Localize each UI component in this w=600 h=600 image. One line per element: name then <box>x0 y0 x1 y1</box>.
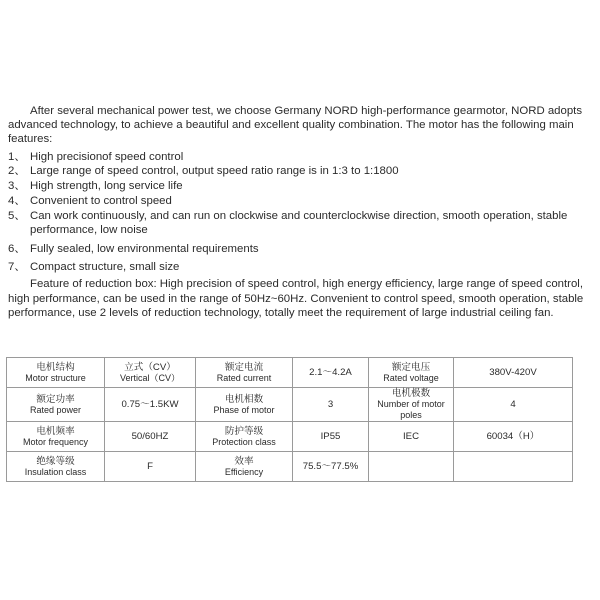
cell-label-cn: 效率 <box>234 455 254 467</box>
feature-text: Can work continuously, and can run on clockwise and counterclockwise direction, smooth operation, stable performance, low noise <box>30 209 568 237</box>
cell-label-cn: 额定电压 <box>391 361 431 373</box>
cell-label-en: Efficiency <box>224 466 264 477</box>
feature-item <box>8 242 594 256</box>
cell-label-cn: 电机极数 <box>391 388 431 399</box>
table-cell <box>369 358 454 388</box>
feature-number: 6、 <box>8 242 26 255</box>
cell-value: 50/60HZ <box>131 431 169 442</box>
table-cell <box>7 388 105 422</box>
cell-label-en: Number of motor poles <box>377 399 445 420</box>
feature-number: 1、 <box>8 150 26 163</box>
feature-text: Large range of speed control, output speed ratio range is in 1:3 to 1:1800 <box>30 165 399 178</box>
feature-text: Compact structure, small size <box>30 261 180 274</box>
document-body <box>8 104 594 320</box>
cell-label-cn: 电机频率 <box>36 425 75 437</box>
table-row <box>7 452 573 482</box>
table-cell <box>293 358 369 388</box>
cell-value: IEC <box>403 431 419 442</box>
reduction-box-paragraph: Feature of reduction box: High precision of speed control, high energy efficiency, large range of speed control, high performance, can be used in the range of 50Hz~60Hz. Convenient to control speed, smooth operation, stable performance, use 2 levels of reduction technology, totally meet the requirement of large industrial ceiling fan. <box>8 278 584 319</box>
table-cell <box>454 452 573 482</box>
table-cell <box>454 358 573 388</box>
cell-label-cn: 绝缘等级 <box>36 455 75 467</box>
table-cell <box>105 452 196 482</box>
feature-item <box>8 150 594 164</box>
feature-list <box>8 150 594 275</box>
cell-value: 0.75～1.5KW <box>121 399 179 410</box>
cell-label-cn: 防护等级 <box>224 425 264 437</box>
table-cell <box>196 452 293 482</box>
cell-label-en: Motor structure <box>25 372 86 383</box>
cell-label-en: Vertical（CV） <box>119 372 181 383</box>
cell-value: 75.5～77.5% <box>302 461 359 472</box>
feature-item <box>8 164 594 178</box>
cell-label-cn: 额定电流 <box>224 361 264 373</box>
feature-number: 5、 <box>8 209 26 222</box>
table-row <box>7 358 573 388</box>
table-cell <box>105 388 196 422</box>
cell-value: 2.1～4.2A <box>309 367 352 378</box>
cell-label-en: Protection class <box>212 436 276 447</box>
table-cell <box>7 358 105 388</box>
cell-label-en: Rated current <box>216 372 272 383</box>
cell-value: 3 <box>327 399 334 410</box>
cell-label-en: Rated power <box>29 404 82 415</box>
feature-text: High precisionof speed control <box>30 150 184 163</box>
feature-item <box>8 260 594 274</box>
table-row <box>7 422 573 452</box>
spec-table <box>6 357 573 482</box>
table-cell <box>293 452 369 482</box>
intro-paragraph: After several mechanical power test, we choose Germany NORD high-performance gearmotor, NORD adopts advanced technology, to achieve a beautiful and excellent quality combination. The motor has the following main features: <box>8 105 583 146</box>
feature-number: 2、 <box>8 165 26 178</box>
feature-item <box>8 179 594 193</box>
cell-value: 380V-420V <box>489 367 537 378</box>
table-cell <box>369 452 454 482</box>
table-cell <box>369 388 454 422</box>
table-row <box>7 388 573 422</box>
cell-label-en: Insulation class <box>24 466 87 477</box>
table-cell <box>7 452 105 482</box>
table-cell <box>196 422 293 452</box>
feature-item <box>8 194 594 208</box>
feature-number: 7、 <box>8 261 26 274</box>
cell-value: IP55 <box>320 431 341 442</box>
table-cell <box>454 422 573 452</box>
feature-text: Fully sealed, low environmental requirements <box>30 242 259 255</box>
cell-label-cn: 电机结构 <box>36 361 75 373</box>
table-cell <box>105 422 196 452</box>
feature-text: High strength, long service life <box>30 180 183 193</box>
cell-label-cn: 额定功率 <box>36 393 75 405</box>
cell-label-cn: 电机相数 <box>224 393 264 405</box>
feature-item <box>8 209 594 238</box>
table-cell <box>7 422 105 452</box>
cell-value: 60034（H） <box>486 431 540 442</box>
table-cell <box>293 422 369 452</box>
cell-label-cn: 立式（CV） <box>124 361 176 373</box>
feature-number: 4、 <box>8 195 26 207</box>
table-cell <box>196 388 293 422</box>
cell-label-en: Motor frequency <box>22 436 89 447</box>
table-cell <box>196 358 293 388</box>
table-cell <box>105 358 196 388</box>
cell-label-en: Phase of motor <box>213 404 275 415</box>
table-cell <box>369 422 454 452</box>
table-cell <box>293 388 369 422</box>
cell-label-en: Rated voltage <box>383 372 439 383</box>
cell-value: F <box>147 461 153 472</box>
cell-value: 4 <box>510 399 516 410</box>
feature-text: Convenient to control speed <box>30 195 172 207</box>
feature-number: 3、 <box>8 180 26 193</box>
table-cell <box>454 388 573 422</box>
